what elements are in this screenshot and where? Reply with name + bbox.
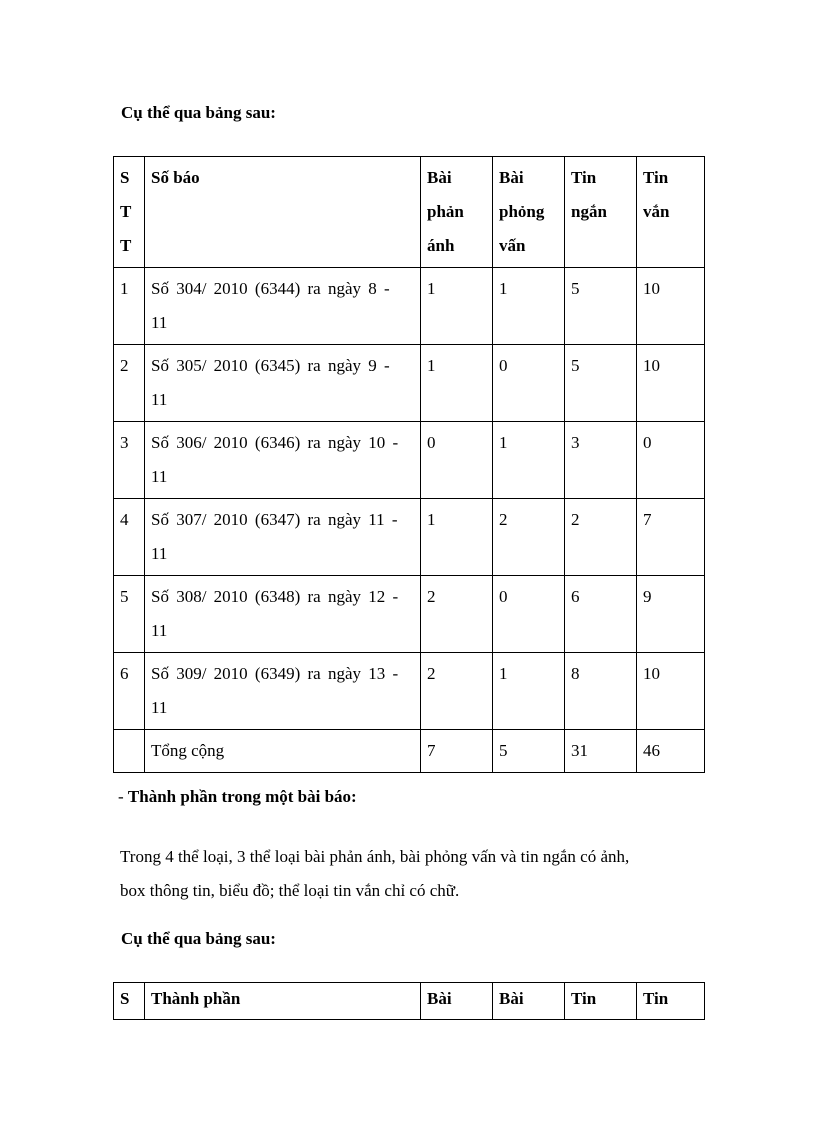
table-total-row bbox=[114, 730, 705, 773]
cell-so-bao: Số 308/ 2010 (6348) ra ngày 12 - 11 bbox=[145, 576, 421, 653]
table-header-row bbox=[114, 157, 705, 268]
cell-bai-phan-anh: 2 bbox=[421, 576, 493, 653]
table-header-row bbox=[114, 983, 705, 1020]
cell-bai-phong-van: 1 bbox=[493, 422, 565, 499]
cell-stt: 6 bbox=[114, 653, 145, 730]
cell-bai-phong-van: 1 bbox=[493, 268, 565, 345]
table-row bbox=[114, 576, 705, 653]
total-tin-van: 46 bbox=[637, 730, 705, 773]
cell-so-bao: Số 307/ 2010 (6347) ra ngày 11 - 11 bbox=[145, 499, 421, 576]
cell-bai-phan-anh: 0 bbox=[421, 422, 493, 499]
cell-stt: 5 bbox=[114, 576, 145, 653]
body-paragraph: Trong 4 thể loại, 3 thể loại bài phản ánh, bài phỏng vấn và tin ngắn có ảnh, box thông tin, biểu đồ; thể loại tin vắn chỉ có chữ. bbox=[120, 847, 630, 900]
header-col4: Bài bbox=[493, 983, 565, 1020]
table-row bbox=[114, 345, 705, 422]
section-dash: - bbox=[118, 787, 128, 806]
cell-bai-phong-van: 1 bbox=[493, 653, 565, 730]
cell-so-bao: Số 309/ 2010 (6349) ra ngày 13 - 11 bbox=[145, 653, 421, 730]
header-tin-ngan: Tin ngắn bbox=[565, 157, 637, 268]
newspaper-table bbox=[113, 156, 705, 773]
cell-bai-phan-anh: 1 bbox=[421, 268, 493, 345]
header-stt: S bbox=[114, 983, 145, 1020]
cell-stt: 4 bbox=[114, 499, 145, 576]
cell-tin-ngan: 6 bbox=[565, 576, 637, 653]
cell-so-bao: Số 304/ 2010 (6344) ra ngày 8 - 11 bbox=[145, 268, 421, 345]
cell-tin-van: 0 bbox=[637, 422, 705, 499]
section-title-text: Thành phần trong một bài báo: bbox=[127, 787, 357, 806]
cell-stt: 1 bbox=[114, 268, 145, 345]
table-row bbox=[114, 268, 705, 345]
table-row bbox=[114, 653, 705, 730]
cell-so-bao: Số 306/ 2010 (6346) ra ngày 10 - 11 bbox=[145, 422, 421, 499]
header-bai-phong-van: Bài phỏng vấn bbox=[493, 157, 565, 268]
header-bai-phan-anh: Bài phản ánh bbox=[421, 157, 493, 268]
cell-so-bao: Số 305/ 2010 (6345) ra ngày 9 - 11 bbox=[145, 345, 421, 422]
heading-1: Cụ thể qua bảng sau: bbox=[121, 103, 276, 122]
heading-2: Cụ thể qua bảng sau: bbox=[121, 929, 276, 948]
cell-tin-ngan: 3 bbox=[565, 422, 637, 499]
header-so-bao: Số báo bbox=[145, 157, 421, 268]
cell-bai-phan-anh: 1 bbox=[421, 345, 493, 422]
section-title bbox=[118, 787, 357, 807]
header-thanh-phan: Thành phần bbox=[145, 983, 421, 1020]
cell-tin-van: 10 bbox=[637, 653, 705, 730]
components-table bbox=[113, 982, 705, 1020]
header-col3: Bài bbox=[421, 983, 493, 1020]
header-col5: Tin bbox=[565, 983, 637, 1020]
cell-tin-van: 10 bbox=[637, 345, 705, 422]
cell-bai-phong-van: 0 bbox=[493, 345, 565, 422]
header-stt: S T T bbox=[114, 157, 145, 268]
table-row bbox=[114, 422, 705, 499]
cell-tin-ngan: 2 bbox=[565, 499, 637, 576]
total-bai-phan-anh: 7 bbox=[421, 730, 493, 773]
cell-tin-ngan: 5 bbox=[565, 268, 637, 345]
cell-bai-phong-van: 0 bbox=[493, 576, 565, 653]
cell-stt: 3 bbox=[114, 422, 145, 499]
header-tin-van: Tin vắn bbox=[637, 157, 705, 268]
cell-tin-van: 7 bbox=[637, 499, 705, 576]
cell-tin-ngan: 8 bbox=[565, 653, 637, 730]
total-bai-phong-van: 5 bbox=[493, 730, 565, 773]
cell-bai-phong-van: 2 bbox=[493, 499, 565, 576]
cell-tin-ngan: 5 bbox=[565, 345, 637, 422]
header-col6: Tin bbox=[637, 983, 705, 1020]
total-tin-ngan: 31 bbox=[565, 730, 637, 773]
table-row bbox=[114, 499, 705, 576]
cell-tin-van: 10 bbox=[637, 268, 705, 345]
total-label: Tổng cộng bbox=[145, 730, 421, 773]
cell-stt-empty bbox=[114, 730, 145, 773]
cell-bai-phan-anh: 1 bbox=[421, 499, 493, 576]
cell-tin-van: 9 bbox=[637, 576, 705, 653]
cell-stt: 2 bbox=[114, 345, 145, 422]
cell-bai-phan-anh: 2 bbox=[421, 653, 493, 730]
